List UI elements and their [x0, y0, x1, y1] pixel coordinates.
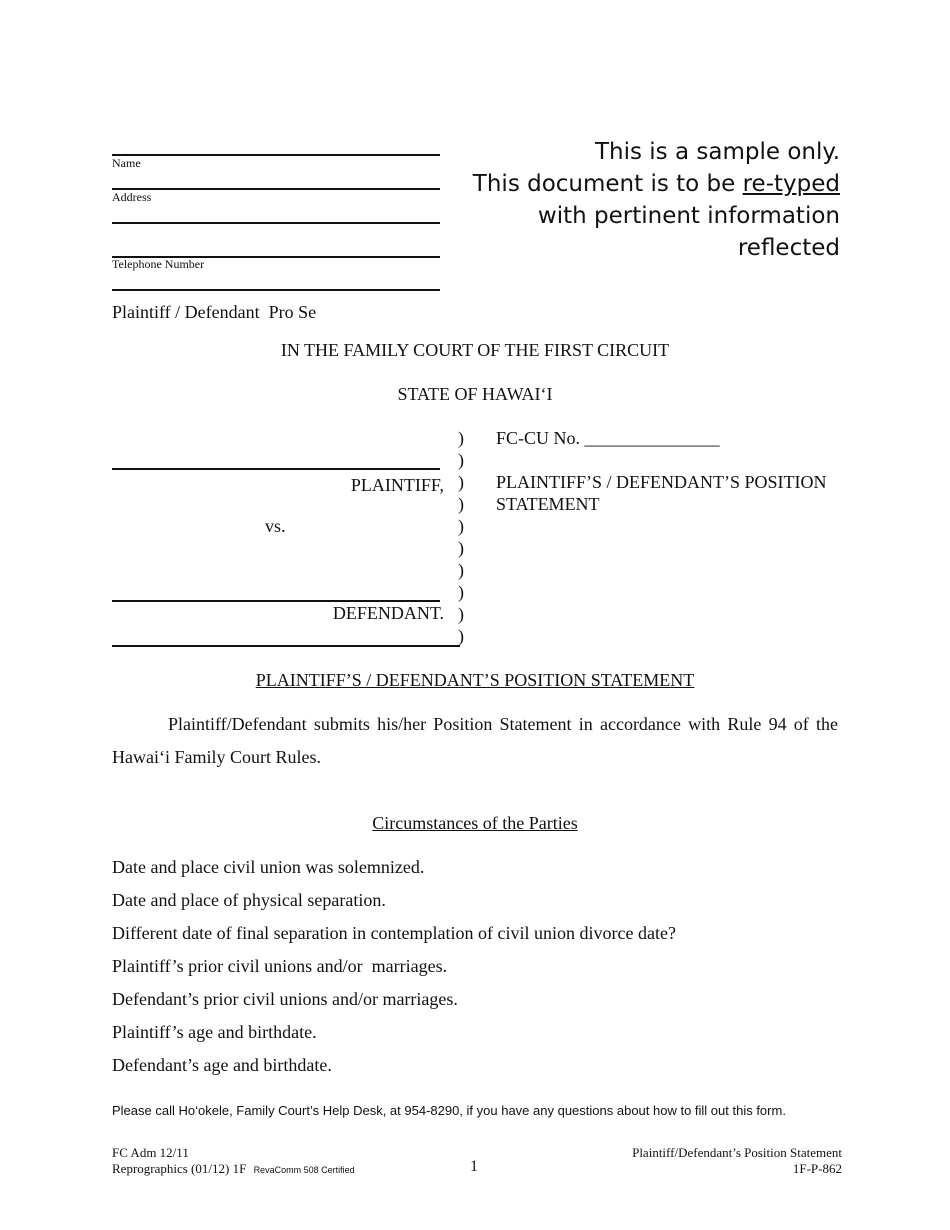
defendant-label: DEFENDANT. — [332, 603, 444, 623]
sample-notice-line2-text: This document is to be — [472, 171, 743, 197]
caption-paren: ) — [458, 626, 464, 646]
plaintiff-name-line[interactable] — [112, 468, 440, 470]
footer-certified: RevaComm 508 Certified — [253, 1165, 355, 1175]
footer-form-code: FC Adm 12/11 — [112, 1145, 189, 1160]
telephone-label: Telephone Number — [112, 257, 205, 271]
page-number: 1 — [470, 1158, 478, 1175]
footer-form-number: 1F-P-862 — [792, 1161, 842, 1176]
versus-label: vs. — [265, 516, 286, 536]
sample-notice-line2 — [440, 168, 840, 200]
section-heading — [0, 813, 950, 834]
caption-paren: ) — [458, 494, 464, 514]
defendant-name-line[interactable] — [112, 600, 440, 602]
list-item: Defendant’s prior civil unions and/or marriages. — [112, 989, 458, 1009]
address-line-2[interactable] — [112, 222, 440, 224]
sample-notice-line1: This is a sample only. — [594, 139, 840, 165]
footer-doc-name: Plaintiff/Defendant’s Position Statement — [632, 1145, 842, 1160]
sample-notice-line4: reflected — [737, 235, 840, 261]
name-line[interactable] — [112, 154, 440, 156]
intro-line2: Hawai‘i Family Court Rules. — [112, 747, 321, 767]
list-item: Date and place of physical separation. — [112, 890, 386, 910]
caption-paren: ) — [458, 450, 464, 470]
case-number-field[interactable]: FC-CU No. _______________ — [496, 428, 720, 448]
caption-paren: ) — [458, 516, 464, 536]
list-item: Date and place civil union was solemnized. — [112, 857, 425, 877]
caption-paren: ) — [458, 428, 464, 448]
sample-notice-retyped: re-typed — [742, 171, 840, 197]
footer-reprographics — [112, 1161, 355, 1177]
intro-line1: Plaintiff/Defendant submits his/her Position Statement in accordance with Rule 94 of the — [168, 714, 838, 734]
court-title: IN THE FAMILY COURT OF THE FIRST CIRCUIT — [280, 340, 670, 360]
plaintiff-label: PLAINTIFF, — [350, 475, 444, 495]
list-item: Defendant’s age and birthdate. — [112, 1055, 332, 1075]
caption-paren: ) — [458, 472, 464, 492]
extra-line[interactable] — [112, 289, 440, 291]
caption-paren: ) — [458, 560, 464, 580]
caption-doc-title-line1: PLAINTIFF’S / DEFENDANT’S POSITION — [496, 472, 827, 492]
document-heading-text: PLAINTIFF’S / DEFENDANT’S POSITION STATEMENT — [255, 670, 695, 690]
caption-paren: ) — [458, 604, 464, 624]
party-designation: Plaintiff / Defendant Pro Se — [112, 302, 317, 322]
list-item: Plaintiff’s age and birthdate. — [112, 1022, 317, 1042]
footer-reprographics-text: Reprographics (01/12) 1F — [112, 1161, 247, 1176]
section-heading-text: Circumstances of the Parties — [372, 813, 578, 833]
name-label: Name — [112, 156, 141, 170]
caption-doc-title-line2: STATEMENT — [496, 494, 600, 514]
sample-notice-line3: with pertinent information — [537, 203, 840, 229]
document-heading — [0, 670, 950, 691]
caption-paren: ) — [458, 538, 464, 558]
help-desk-note: Please call Ho‘okele, Family Court’s Help Desk, at 954-8290, if you have any questions about how to fill out this form. — [112, 1103, 786, 1118]
caption-paren: ) — [458, 582, 464, 602]
address-line-1[interactable] — [112, 188, 440, 190]
list-item: Different date of final separation in contemplation of civil union divorce date? — [112, 923, 676, 943]
sample-notice — [440, 136, 840, 264]
court-state: STATE OF HAWAI‘I — [397, 384, 553, 404]
address-label: Address — [112, 190, 152, 204]
caption-bottom-line — [112, 645, 460, 647]
list-item: Plaintiff’s prior civil unions and/or marriages. — [112, 956, 448, 976]
